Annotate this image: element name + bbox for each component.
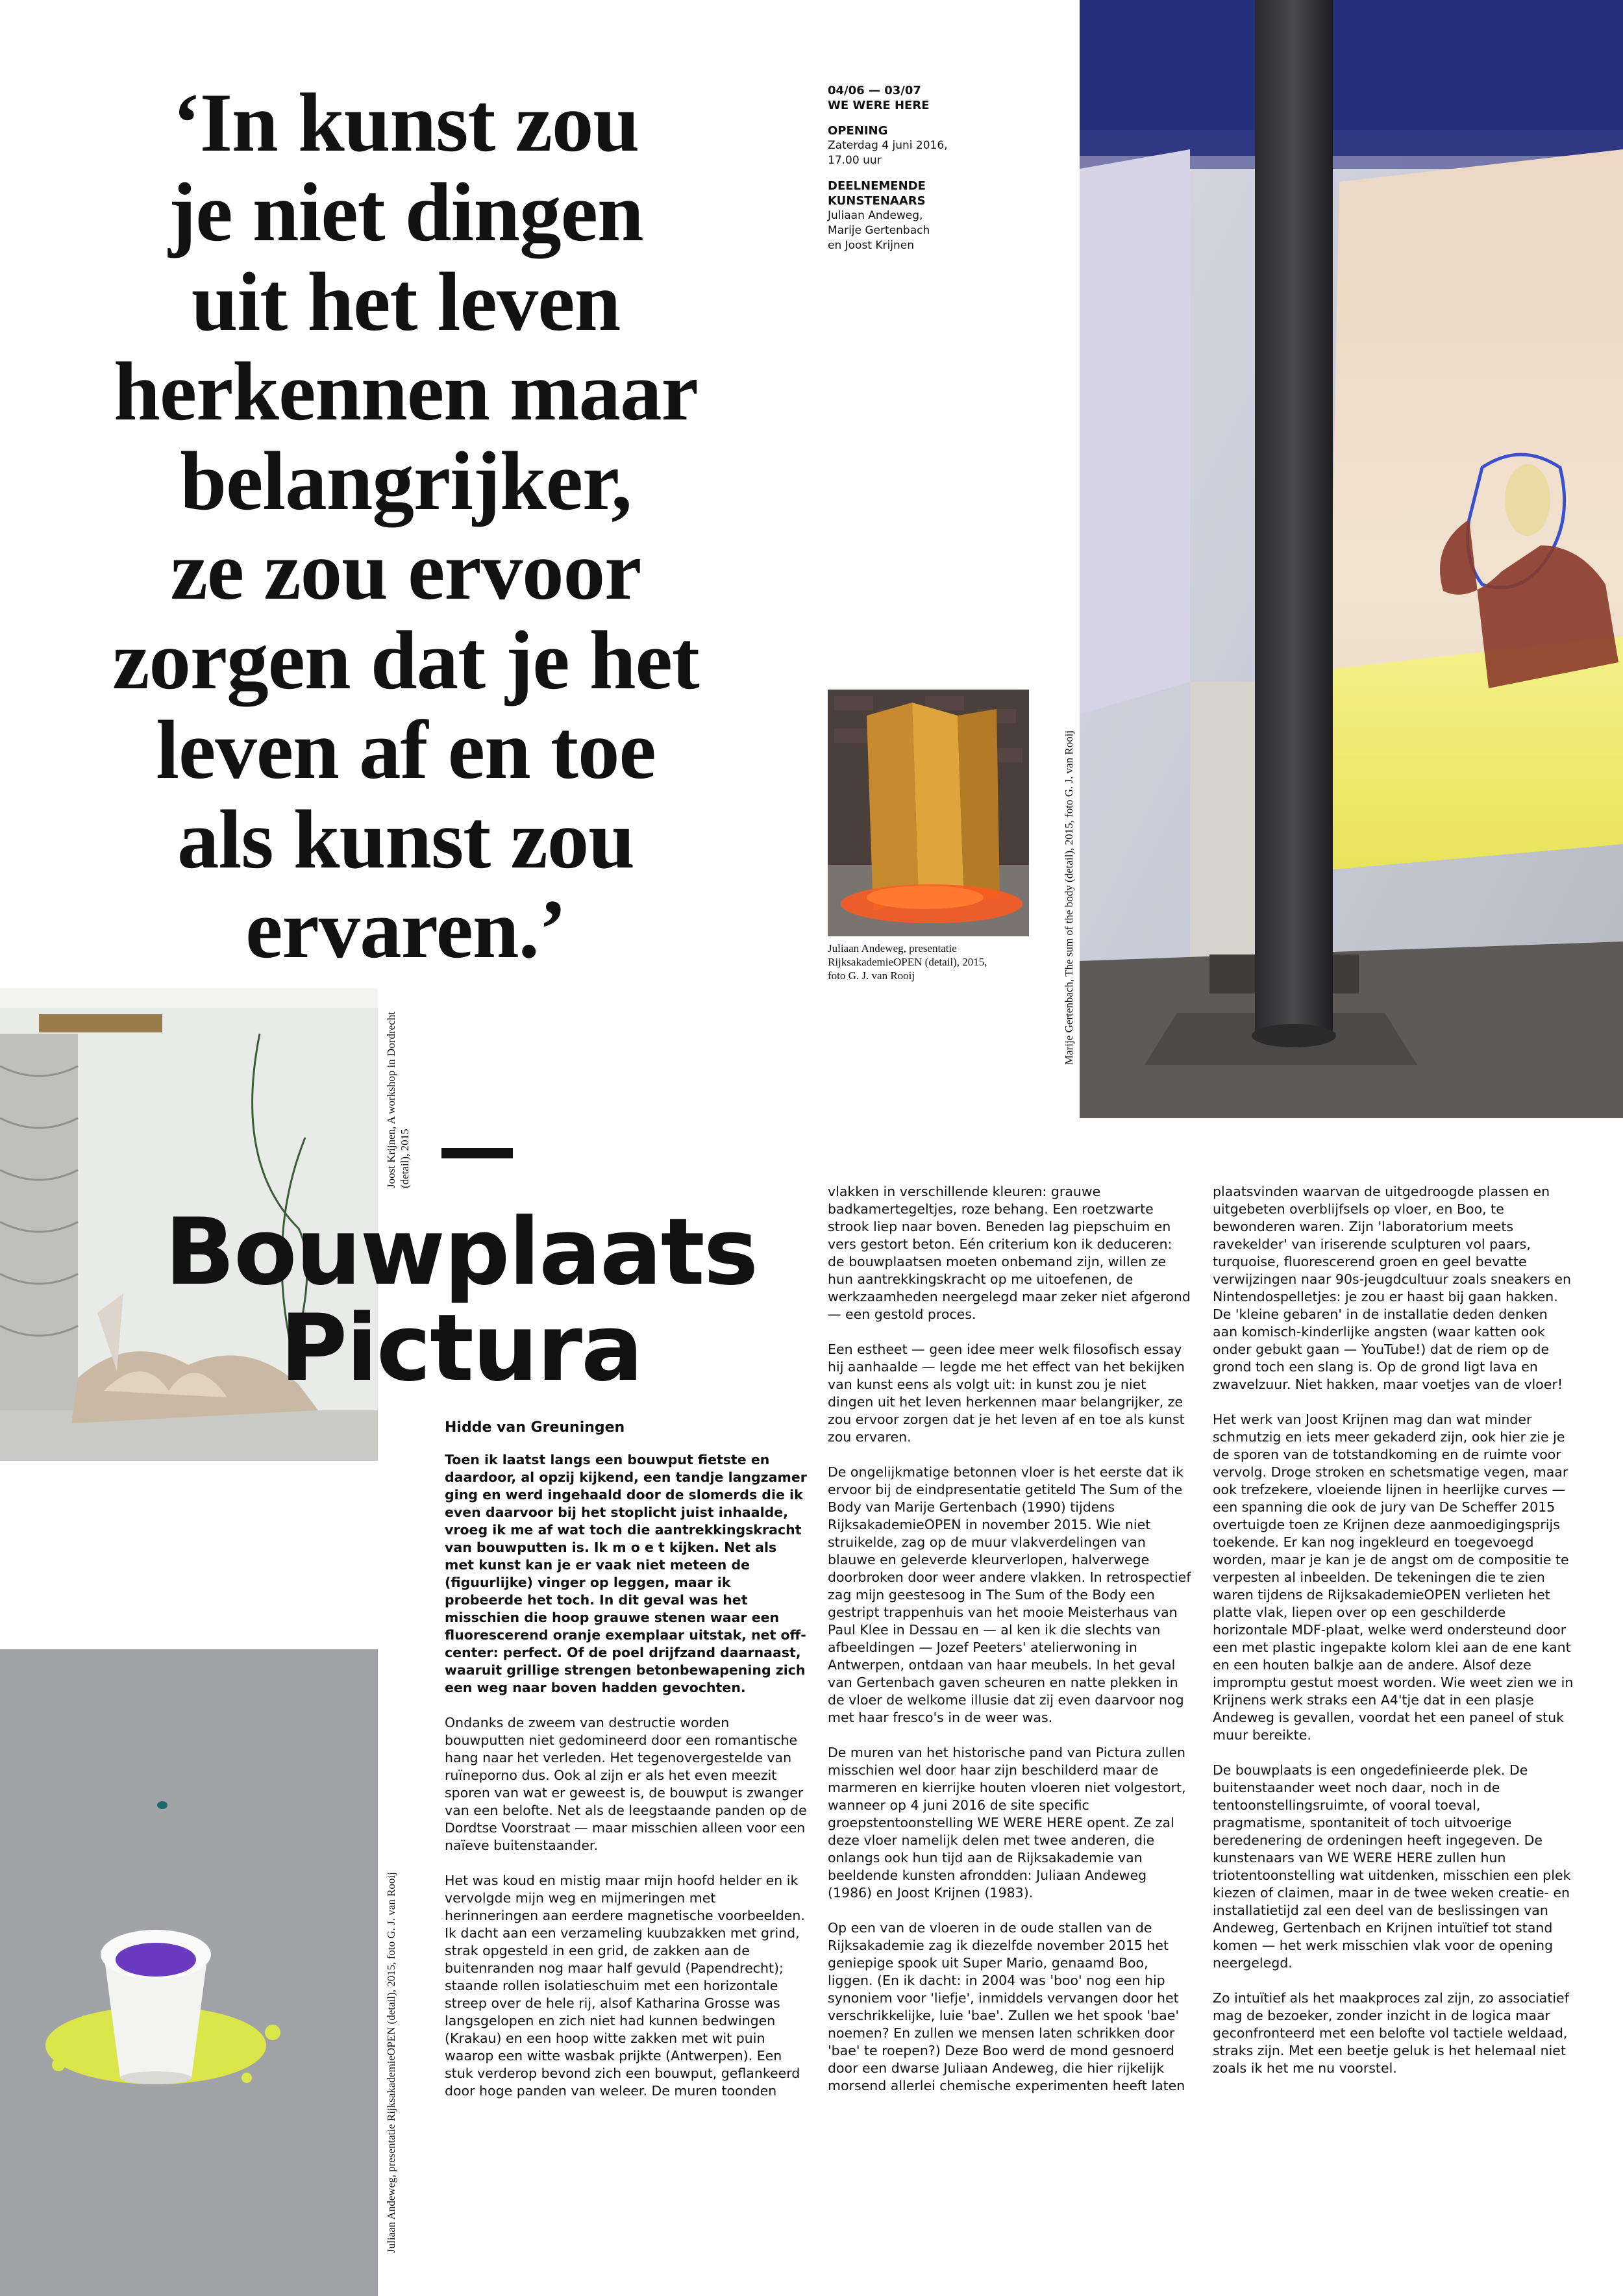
caption-line: foto G. J. van Rooij — [828, 969, 915, 982]
article-title-line: Pictura — [280, 1295, 642, 1402]
article-title-line: Bouwplaats — [164, 1199, 758, 1306]
photo-gertenbach — [1080, 0, 1623, 1118]
caption-andeweg-screen — [828, 942, 1042, 982]
article-paragraph: De ongelijkmatige betonnen vloer is het eerste dat ik ervoor bij de eindpresentatie getiteld The Sum of the Body van Marije Gertenbach (1990) tijdens RijksakademieOPEN in november 2015. Wie niet struikelde, zag op de muur vlakverdelingen van blauwe en geleverde kleurverlopen, halverwege doorbroken door weer andere vlakken. In retrospectief zag mijn geestesoog in The Sum of the Body een gestript trappenhuis van het mooie Meisterhaus van Paul Klee in Dessau en — al ken ik die slechts van afbeeldingen — Jozef Peeters' atelierwoning in Antwerpen, ontdaan van haar meubels. In het geval van Gertenbach gaven scheuren en natte plekken in de vloer de welkome illusie dat zij even daarvoor nog met haar fresco's in de weer was. — [828, 1464, 1191, 1725]
article-lead: Toen ik laatst langs een bouwput fietste en daardoor, al opzij kijkend, een tandje langzamer ging en werd ingehaald door de slomerds die ik even daarvoor bij het stoplicht juist inhaalde, vroeg ik me af wat toch die aantrekkingskracht van bouwputten is. Ik m o e t kijken. Net als met kunst kan je er vaak niet meteen de (figuurlijke) vinger op leggen, maar ik probeerde het toch. In dit geval was het misschien die hoop grauwe stenen waar een fluorescerend oranje exemplaar uitstak, net off-center: perfect. Of de poel drijfzand daarnaast, waaruit grillige strengen betonbewapening zich een weg naar boven hadden gevochten. — [445, 1452, 807, 1695]
caption-line: (detail), 2015 — [399, 1129, 411, 1188]
caption-line: RijksakademieOPEN (detail), 2015, — [828, 956, 987, 968]
article-paragraph: Ondanks de zweem van destructie worden bouwputten niet gedomineerd door een romantische hang naar het verleden. Het tegenovergestelde van ruïneporno dus. Ook al zijn er als het even meezit sporen van wat er geweest is, de bouwput is zwanger van een belofte. Net als de leegstaande panden op de Dordtse Voorstraat — maar misschien alleen voor een naïeve buitenstaander. — [445, 1715, 807, 1853]
article-author: Hidde van Greuningen — [445, 1419, 625, 1436]
article-paragraph: Het werk van Joost Krijnen mag dan wat minder schmutzig en iets meer gekaderd zijn, ook hier zie je de sporen van de totstandkoming en de ruimte voor vervolg. Droge stroken en schetsmatige vegen, maar ook trefzekere, vloeiende lijnen in heerlijke curves — een spanning die ook de jury van De Scheffer 2015 overtuigde toen ze Krijnen deze aanmoedigingsprijs toekende. Er kan nog ingekleurd en toegevoegd worden, maar je kan je de angst om de compositie te verpesten al inbeelden. De tekeningen die te zien waren tijdens de RijksakademieOPEN verlieten het platte vlak, liepen over op een geschilderde horizontale MDF-plaat, welke werd ondersteund door een met plastic ingepakte kolom klei aan de ene kant en een houten balkje aan de andere. Alsof deze impromptu gestut moest worden. Wie weet zien we in Krijnens werk straks een A4'tje dat in een plasje Andeweg is gevallen, voordat het een paneel of stuk muur bereikte. — [1213, 1412, 1574, 1743]
artists-heading: KUNSTENAARS — [828, 194, 926, 208]
exhibition-info — [828, 83, 997, 264]
article-paragraph: Het was koud en mistig maar mijn hoofd helder en ik vervolgde mijn weg en mijmeringen met herinneringen aan eerdere magnetische voorbeelden. Ik dacht aan een verzameling kuubzakken met grind, strak opgesteld in een grid, de zakken aan de buitenranden nog maar half gevuld (Papendrecht); staande rollen isolatieschuim met een horizontale streep over de hele rij, alsof Katharina Grosse was langsgelopen en zich niet had kunnen bedwingen (Krakau) en een hoop witte zakken met wit puin waarop een witte wasbak prijkte (Antwerpen). Een stuk verderop bevond zich een bouwput, geflankeerd door hoge panden van weleer. De muren toonden — [445, 1873, 805, 2099]
caption-krijnen — [384, 1012, 412, 1188]
photo-andeweg-screen — [828, 690, 1029, 936]
article-paragraph: plaatsvinden waarvan de uitgedroogde plassen en uitgebeten overblijfsels op vloer, en Boo, te bewonderen waren. Zijn 'laboratorium meets ravekelder' van iriserende sculpturen vol paars, turquoise, fluorescerend groen en geel bevatte verwijzingen naar 90s-jeugdcultuur zoals sneakers en Nintendospelletjes: je zou er haast bij gaan hakken. De 'kleine gebaren' in de installatie deden denken aan komisch-kinderlijke angsten (waar katten ook onder gebukt gaan — YouTube!) dat de riem op de grond toch een slang is. Op de grond ligt lava en zwavelzuur. Niet hakken, maar voetjes van de vloer! — [1213, 1184, 1571, 1392]
article-column-1 — [445, 1451, 808, 2117]
exhibition-dates: 04/06 — 03/07 — [828, 84, 921, 97]
article-column-2 — [828, 1183, 1191, 2112]
article-column-3 — [1213, 1183, 1576, 2095]
title-dash — [441, 1148, 513, 1158]
article-paragraph: vlakken in verschillende kleuren: grauwe badkamertegeltjes, roze behang. Een roetzwarte strook liep naar boven. Beneden lag piepschuim en vers gestort beton. Eén criterium kon ik deduceren: de bouwplaatsen moeten onbemand zijn, willen ze hun aantrekkingskracht op me uitoefenen, de werkzaamheden neergelegd maar zeker niet afgerond — een gestold proces. — [828, 1184, 1191, 1322]
quote-line: zorgen dat je het — [112, 614, 699, 706]
article-paragraph: De muren van het historische pand van Pictura zullen misschien wel door haar zijn beschilderd maar de marmeren en kierrijke houten vloeren niet volgestort, wanneer op 4 juni 2016 de site specific groepstentoonstelling WE WERE HERE opent. Ze zal deze vloer namelijk delen met twee anderen, die onlangs ook hun tijd aan de Rijksakademie van beeldende kunsten afrondden: Juliaan Andeweg (1986) en Joost Krijnen (1983). — [828, 1745, 1186, 1901]
quote-line: leven af en toe — [156, 703, 656, 796]
exhibition-title: WE WERE HERE — [828, 99, 930, 112]
opening-date: Zaterdag 4 juni 2016, — [828, 139, 948, 152]
quote-line: ‘In kunst zou — [172, 76, 639, 169]
quote-line: je niet dingen — [168, 166, 643, 258]
opening-heading: OPENING — [828, 124, 888, 138]
article-paragraph: Op een van de vloeren in de oude stallen van de Rijksakademie zag ik diezelfde november 2015 het geniepige spook uit Super Mario, genaamd Boo, liggen. (En ik dacht: in 2004 was 'boo' nog een hip synoniem voor 'liefje', inmiddels vervangen door het verschrikkelijke, luie 'bae'. Zullen we het spook 'bae' noemen? En zullen we mensen laten schrikken door 'bae' te roepen?) Deze Boo werd de mond gesnoerd door een dwarse Juliaan Andeweg, die hier rijkelijk morsend allerlei chemische experimenten heeft laten — [828, 1920, 1185, 2093]
artist-name: Marije Gertenbach — [828, 224, 930, 237]
article-paragraph: Zo intuïtief als het maakproces zal zijn, zo associatief mag de bezoeker, zonder inzicht in de logica maar geconfronteerd met een belofte vol tactiele weldaad, straks zijn. Met een beetje geluk is het helemaal niet zoals ik het me nu voorstel. — [1213, 1990, 1569, 2076]
quote-line: belangrijker, — [180, 434, 632, 527]
caption-line: Juliaan Andeweg, presentatie — [828, 942, 957, 955]
caption-andeweg-cup: Juliaan Andeweg, presentatie RijksakademieOPEN (detail), 2015, foto G. J. van Rooij — [385, 1872, 397, 2253]
article-title — [110, 1199, 812, 1402]
quote-line: als kunst zou — [177, 793, 634, 886]
article-paragraph: Een estheet — geen idee meer welk filosofisch essay hij aanhaalde — legde me het effect van het bekijken van kunst eens als volgt uit: in kunst zou je niet dingen uit het leven herkennen maar belangrijker, ze zou ervoor zorgen dat je het leven af en toe als kunst zou ervaren. — [828, 1341, 1185, 1445]
quote-line: ze zou ervoor — [170, 524, 641, 617]
artist-name: en Joost Krijnen — [828, 239, 914, 252]
quote-line: herkennen maar — [114, 345, 698, 438]
photo-andeweg-cup — [0, 1649, 378, 2296]
pull-quote — [39, 78, 773, 974]
artist-name: Juliaan Andeweg, — [828, 209, 923, 222]
caption-gertenbach: Marije Gertenbach, The sum of the body (detail), 2015, foto G. J. van Rooij — [1063, 730, 1075, 1065]
photo-andeweg-screen-image — [828, 690, 1029, 936]
artists-heading: DEELNEMENDE — [828, 179, 926, 193]
article-paragraph: De bouwplaats is een ongedefinieerde plek. De buitenstaander weet noch daar, noch in de tentoonstellingsruimte, of vooral toeval, pragmatisme, spontaniteit of toch uitvoerige beredenering de ordeningen heeft ingegeven. De kunstenaars van WE WERE HERE zullen hun triotentoonstelling wat uitdenken, misschien een plek kiezen of claimen, maar in de twee weken creatie- en installatietijd zal een deel van de beslissingen van Andeweg, Gertenbach en Krijnen intuïtief tot stand komen — het werk misschien vlak voor de opening neergelegd. — [1213, 1762, 1571, 1971]
quote-line: uit het leven — [191, 255, 621, 348]
photo-gertenbach-image — [1080, 0, 1623, 1118]
opening-time: 17.00 uur — [828, 154, 882, 167]
caption-line: Joost Krijnen, A workshop in Dordrecht — [385, 1012, 397, 1188]
photo-andeweg-cup-image — [0, 1649, 378, 2296]
quote-line: ervaren.’ — [245, 882, 566, 975]
